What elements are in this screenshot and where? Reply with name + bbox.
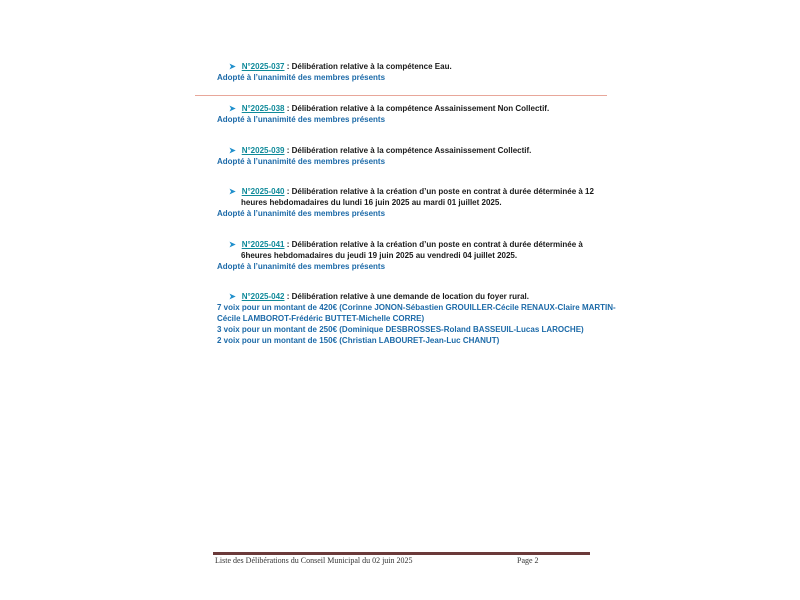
arrow-bullet-icon: ➤ bbox=[229, 187, 236, 196]
arrow-bullet-icon: ➤ bbox=[229, 146, 236, 155]
deliberation-title: Délibération relative à la création d’un poste en contrat à durée déterminée à bbox=[291, 240, 583, 249]
page-number: Page 2 bbox=[517, 556, 539, 565]
deliberation-037-heading: ➤ N°2025-037 : Délibération relative à la compétence Eau. bbox=[229, 62, 452, 71]
vote-line: Cécile LAMBOROT-Frédéric BUTTET-Michelle CORRE) bbox=[217, 314, 425, 323]
separator-line bbox=[195, 95, 607, 96]
arrow-bullet-icon: ➤ bbox=[229, 240, 236, 249]
arrow-bullet-icon: ➤ bbox=[229, 292, 236, 301]
deliberation-number: N°2025-041 bbox=[241, 240, 285, 249]
deliberation-number: N°2025-042 bbox=[241, 292, 285, 301]
deliberation-037-result: Adopté à l’unanimité des membres présents bbox=[217, 73, 386, 82]
deliberation-039-heading: ➤ N°2025-039 : Délibération relative à la compétence Assainissement Collectif. bbox=[229, 146, 532, 155]
deliberation-number: N°2025-039 bbox=[241, 146, 285, 155]
arrow-bullet-icon: ➤ bbox=[229, 62, 236, 71]
deliberation-number: N°2025-037 bbox=[241, 62, 285, 71]
deliberation-038-result: Adopté à l’unanimité des membres présents bbox=[217, 115, 386, 124]
footer-title: Liste des Délibérations du Conseil Municipal du 02 juin 2025 bbox=[215, 556, 413, 565]
footer-rule bbox=[213, 552, 590, 555]
arrow-bullet-icon: ➤ bbox=[229, 104, 236, 113]
deliberation-039-result: Adopté à l’unanimité des membres présents bbox=[217, 157, 386, 166]
deliberation-042-heading: ➤ N°2025-042 : Délibération relative à une demande de location du foyer rural. bbox=[229, 292, 530, 301]
deliberation-title: Délibération relative à la compétence Eau. bbox=[291, 62, 452, 71]
deliberation-041-heading: ➤ N°2025-041 : Délibération relative à la création d’un poste en contrat à durée déterminée à bbox=[229, 240, 583, 249]
deliberation-title: Délibération relative à la compétence Assainissement Non Collectif. bbox=[291, 104, 550, 113]
deliberation-041-result: Adopté à l’unanimité des membres présents bbox=[217, 262, 386, 271]
deliberation-title: Délibération relative à la compétence Assainissement Collectif. bbox=[291, 146, 532, 155]
deliberation-038-heading: ➤ N°2025-038 : Délibération relative à la compétence Assainissement Non Collectif. bbox=[229, 104, 550, 113]
vote-line: 7 voix pour un montant de 420€ (Corinne JONON-Sébastien GROUILLER-Cécile RENAUX-Claire MARTIN- bbox=[217, 303, 616, 312]
deliberation-number: N°2025-038 bbox=[241, 104, 285, 113]
vote-line: 3 voix pour un montant de 250€ (Dominique DESBROSSES-Roland BASSEUIL-Lucas LAROCHE) bbox=[217, 325, 584, 334]
deliberation-040-heading: ➤ N°2025-040 : Délibération relative à la création d’un poste en contrat à durée déterminée à 12 bbox=[229, 187, 594, 196]
deliberation-title: Délibération relative à une demande de location du foyer rural. bbox=[291, 292, 530, 301]
deliberation-number: N°2025-040 bbox=[241, 187, 285, 196]
deliberation-title: Délibération relative à la création d’un poste en contrat à durée déterminée à 12 bbox=[291, 187, 594, 196]
deliberation-041-title-cont: 6heures hebdomadaires du jeudi 19 juin 2025 au vendredi 04 juillet 2025. bbox=[241, 251, 518, 260]
vote-line: 2 voix pour un montant de 150€ (Christian LABOURET-Jean-Luc CHANUT) bbox=[217, 336, 500, 345]
deliberation-040-result: Adopté à l’unanimité des membres présents bbox=[217, 209, 386, 218]
deliberation-040-title-cont: heures hebdomadaires du lundi 16 juin 2025 au mardi 01 juillet 2025. bbox=[241, 198, 502, 207]
